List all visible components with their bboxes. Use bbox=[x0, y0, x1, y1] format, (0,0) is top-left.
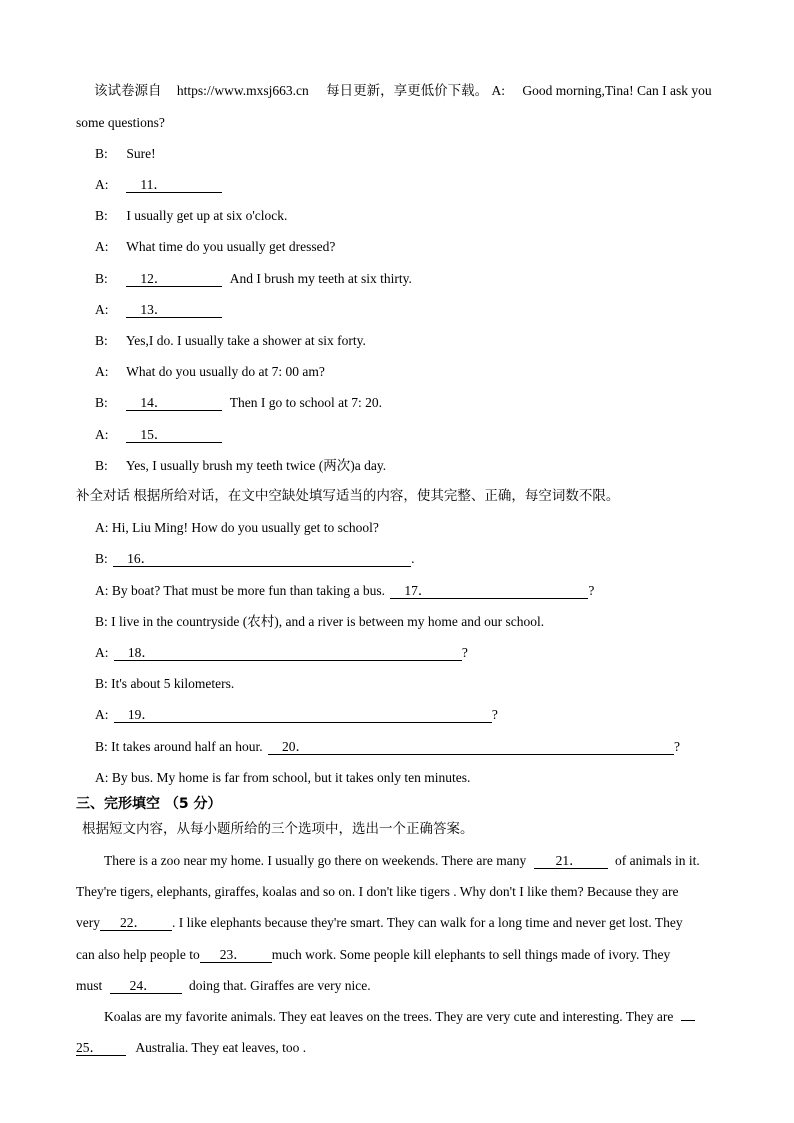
punctuation: ? bbox=[588, 583, 595, 598]
dialog2-line bbox=[95, 738, 680, 756]
dialog-text: I usually get up at six o'clock. bbox=[126, 208, 288, 223]
dialog2-line bbox=[95, 582, 594, 600]
speaker: B: bbox=[95, 333, 108, 348]
dialog-text: What time do you usually get dressed? bbox=[126, 239, 336, 254]
answer-blank-18[interactable] bbox=[114, 645, 462, 661]
blank-number: 11． bbox=[140, 177, 167, 192]
punctuation: ? bbox=[491, 707, 498, 722]
passage-line bbox=[76, 977, 371, 995]
blank-number: 22． bbox=[120, 915, 147, 930]
passage-text: . I like elephants because they're smart. They can walk for a long time and never get lost. They bbox=[172, 915, 683, 930]
blank-number: 25． bbox=[76, 1040, 103, 1055]
blank-number: 20． bbox=[281, 739, 309, 754]
answer-blank-14[interactable] bbox=[126, 395, 222, 411]
dialog-text: A: bbox=[95, 645, 109, 660]
blank-number: 15． bbox=[140, 427, 168, 442]
punctuation: ? bbox=[461, 645, 468, 660]
answer-blank-16[interactable] bbox=[113, 551, 411, 567]
dialog2-line bbox=[95, 519, 379, 537]
blank-number: 21． bbox=[555, 853, 583, 868]
passage-text: There is a zoo near my home. I usually go there on weekends. There are many bbox=[104, 853, 527, 868]
blank-number: 17． bbox=[404, 583, 432, 598]
answer-blank-12[interactable] bbox=[126, 271, 222, 287]
dialog-text: Then I go to school at 7: 20. bbox=[229, 395, 382, 410]
passage-line bbox=[76, 914, 683, 932]
dialog-text: A: By boat? That must be more fun than taking a bus. bbox=[95, 583, 385, 598]
passage-text: very bbox=[76, 915, 100, 930]
dialog1-line bbox=[95, 394, 382, 412]
dialog2-line bbox=[95, 706, 498, 724]
dialog1-line bbox=[95, 363, 325, 381]
speaker: A: bbox=[95, 177, 109, 192]
speaker: B: bbox=[95, 271, 108, 286]
punctuation: . bbox=[411, 551, 415, 566]
dialog1-header bbox=[94, 82, 712, 100]
blank-number: 12． bbox=[140, 271, 168, 286]
dialog-text: B: It takes around half an hour. bbox=[95, 739, 263, 754]
passage-text: Koalas are my favorite animals. They eat leaves on the trees. They are very cute and interesting. They are bbox=[104, 1009, 674, 1024]
passage-text: Australia. They eat leaves, too . bbox=[135, 1040, 307, 1055]
dialog-text: Yes, I usually brush my teeth twice (两次)a day. bbox=[125, 458, 387, 473]
blank-number: 18． bbox=[127, 645, 155, 660]
dialog-text: Good morning,Tina! Can I ask you bbox=[522, 83, 712, 98]
speaker: A: bbox=[95, 302, 109, 317]
dialog-text: A: By bus. My home is far from school, but it takes only ten minutes. bbox=[95, 770, 471, 785]
speaker: A: bbox=[95, 239, 109, 254]
speaker: A: bbox=[491, 83, 506, 98]
dialog1-line bbox=[95, 176, 222, 194]
answer-blank-15[interactable] bbox=[126, 427, 222, 443]
dialog1-line bbox=[95, 270, 412, 288]
speaker: A: bbox=[95, 427, 109, 442]
answer-blank-21[interactable] bbox=[534, 853, 608, 869]
speaker: A: bbox=[95, 364, 109, 379]
answer-blank-20[interactable] bbox=[268, 739, 674, 755]
passage-text: doing that. Giraffes are very nice. bbox=[189, 978, 371, 993]
answer-blank-22[interactable] bbox=[100, 915, 172, 931]
answer-blank-11[interactable] bbox=[126, 177, 222, 193]
dialog-text: A: Hi, Liu Ming! How do you usually get to school? bbox=[95, 520, 379, 535]
passage-text: of animals in it. bbox=[614, 853, 700, 868]
passage-line bbox=[104, 1008, 695, 1026]
dialog-text: some questions? bbox=[76, 115, 165, 130]
dialog2-line bbox=[95, 550, 415, 568]
dialog2-line bbox=[95, 769, 470, 787]
blank-number: 13． bbox=[140, 302, 168, 317]
dialog1-line bbox=[95, 145, 156, 163]
section3-instruction: 根据短文内容，从每小题所给的三个选项中，选出一个正确答案。 bbox=[82, 821, 474, 836]
header-prefix: 该试卷源自 bbox=[94, 83, 162, 98]
speaker: B: bbox=[95, 208, 108, 223]
passage-line bbox=[104, 852, 700, 870]
speaker: B: bbox=[95, 146, 108, 161]
dialog2-line bbox=[95, 644, 468, 662]
dialog-text: And I brush my teeth at six thirty. bbox=[229, 271, 412, 286]
dialog1-line bbox=[95, 207, 287, 225]
blank-number: 23． bbox=[219, 947, 247, 962]
blank-number: 14． bbox=[140, 395, 168, 410]
dialog2-line bbox=[95, 613, 544, 631]
header-suffix: 每日更新，享更低价下载。 bbox=[326, 83, 489, 98]
answer-blank-24[interactable] bbox=[110, 978, 182, 994]
dialog-text: Sure! bbox=[126, 146, 156, 161]
dialog1-line bbox=[95, 426, 222, 444]
answer-blank-19[interactable] bbox=[114, 707, 492, 723]
dialog1-line bbox=[95, 301, 222, 319]
speaker: B: bbox=[95, 458, 108, 473]
section2-instruction: 补全对话 根据所给对话，在文中空缺处填写适当的内容，使其完整、正确，每空词数不限。 bbox=[76, 488, 620, 503]
answer-blank-17[interactable] bbox=[390, 583, 588, 599]
answer-blank-25[interactable] bbox=[76, 1040, 126, 1056]
passage-text: can also help people to bbox=[76, 947, 200, 962]
passage-text: must bbox=[76, 978, 103, 993]
dialog-text: A: bbox=[95, 707, 109, 722]
passage-line bbox=[76, 883, 679, 901]
dialog1-line bbox=[95, 332, 366, 350]
passage-text: They're tigers, elephants, giraffes, koalas and so on. I don't like tigers . Why don't I like them? Because they are bbox=[76, 884, 679, 899]
header-url[interactable]: https://www.mxsj663.cn bbox=[176, 83, 309, 98]
dialog-text: What do you usually do at 7: 00 am? bbox=[126, 364, 325, 379]
dialog-text: B: I live in the countryside (农村), and a river is between my home and our school. bbox=[95, 614, 545, 629]
passage-line bbox=[76, 1039, 306, 1057]
dialog1-line bbox=[95, 238, 335, 256]
punctuation: ? bbox=[673, 739, 680, 754]
dialog-text: Yes,I do. I usually take a shower at six forty. bbox=[125, 333, 366, 348]
section3-title: 三、完形填空 （5 分） bbox=[76, 796, 222, 812]
dialog-text: B: bbox=[95, 551, 108, 566]
dialog1-continuation bbox=[76, 114, 165, 132]
speaker: B: bbox=[95, 395, 108, 410]
dialog2-line bbox=[95, 675, 234, 693]
answer-blank-23[interactable] bbox=[200, 947, 272, 963]
passage-line bbox=[76, 946, 670, 964]
answer-blank-25-start[interactable] bbox=[681, 1020, 695, 1021]
dialog-text: B: It's about 5 kilometers. bbox=[95, 676, 235, 691]
answer-blank-13[interactable] bbox=[126, 302, 222, 318]
blank-number: 16． bbox=[127, 551, 155, 566]
dialog1-line bbox=[95, 457, 386, 475]
blank-number: 19． bbox=[127, 707, 155, 722]
passage-text: much work. Some people kill elephants to sell things made of ivory. They bbox=[271, 947, 671, 962]
blank-number: 24． bbox=[129, 978, 157, 993]
